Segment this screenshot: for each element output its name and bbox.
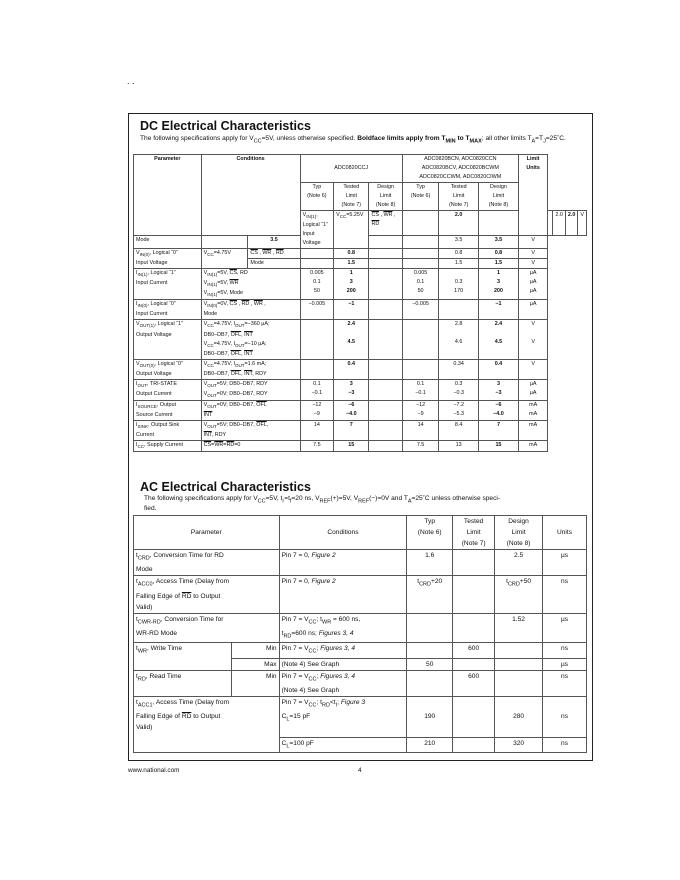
dc-cell: 7: [479, 420, 519, 440]
dc-cell: 0.005 0.1 50: [300, 269, 334, 300]
dc-row-iin0: [134, 300, 587, 320]
ac-cell: 50: [407, 658, 453, 670]
dc-title: DC Electrical Characteristics: [140, 119, 311, 133]
dc-typ-b: Typ (Note 6): [402, 183, 439, 211]
footer-page-number: 4: [358, 767, 362, 774]
ac-table: [133, 515, 587, 753]
dc-design-a: Design Limit (Note 8): [369, 183, 402, 211]
ac-cond: Pin $7 = V_{CC}$; Figures 3, 4 (Note 4) See Graph: [279, 670, 407, 696]
ac-cell: $t_{CRD}+20$: [407, 576, 453, 613]
dc-head-parameter: Parameter: [134, 155, 202, 236]
dc-cond: $V_{IN(1)}=5V$, $\overline{CS}$, RD $V_{IN(1)}=5V$, $\overline{WR}$ $V_{IN(1)}=5V$, Mode: [201, 269, 300, 300]
dc-cell: 14: [300, 420, 334, 440]
ac-cond: $C_L=100$ pF: [279, 737, 407, 752]
dc-typ-a: Typ (Note 6): [300, 183, 334, 211]
dc-row-iin1: [134, 269, 587, 300]
ac-cell: 1.6: [407, 550, 453, 576]
ac-title: AC Electrical Characteristics: [140, 480, 311, 494]
ac-head-tested: Tested Limit (Note 7): [453, 516, 495, 550]
dc-cell: 2.4 4.5: [479, 320, 519, 359]
ac-row-trd: [134, 670, 587, 696]
ac-intro: The following specifications apply for $V_{CC}=5V$, $t_r=t_f=20$ ns, $V_{REF}(+)=5V$, $V_{REF}(-)=0V$ and $T_A=25˚C$ unless otherwise speci- fied.: [144, 495, 501, 513]
dc-param: $V_{IN(0)}$, Logical “0” Input Voltage: [134, 249, 202, 269]
ac-row-tacc0: [134, 576, 587, 613]
dc-cell: 0.8: [439, 249, 479, 259]
ac-cell: 600: [453, 643, 495, 658]
dc-cond: $V_{CC}=5.25V$: [334, 211, 369, 249]
ac-cond: Pin $7 = V_{CC}$; $t_{RD}<t_I$; Figure 3 $C_L=15$ pF: [279, 696, 407, 737]
dc-cond: $V_{IN(0)}=0V$, $\overline{CS}$ , $\overline{RD}$ , $\overline{WR}$ , Mode: [201, 300, 300, 320]
dc-cell: 1.5: [334, 259, 369, 269]
ac-minmax: Min: [231, 670, 279, 696]
dc-cond: $V_{CC}=4.75V$: [201, 249, 248, 269]
spec-frame: [128, 113, 593, 761]
dc-cell: 3.5: [479, 235, 519, 248]
dc-row-vout1: [134, 320, 587, 359]
dc-cell: 7.5: [402, 441, 439, 452]
ac-param: $t_{ACC1}$, Access Time (Delay from Falling Edge of $\overline{RD}$ to Output Valid): [134, 696, 280, 752]
dc-row-isink: [134, 420, 587, 440]
ac-minmax: Max: [231, 658, 279, 670]
dc-intro: The following specifications apply for $V_{CC}=5V$, unless otherwise specified. Boldface limits apply from $T_{MIN}$ to $T_{MAX}$; all other limits $T_A=T_J=25˚C$.: [140, 135, 566, 145]
ac-unit: µs: [543, 613, 587, 643]
dc-param: $I_{SOURCE}$, Output Source Current: [134, 400, 202, 420]
dc-cell: 0.3 −0.3: [439, 379, 479, 400]
dc-cell: −12 −9: [402, 400, 439, 420]
ac-param: $t_{WR}$, Write Time: [134, 643, 232, 670]
ac-unit: ns: [543, 670, 587, 696]
dc-cell: 7.5: [300, 441, 334, 452]
footer-site: www.national.com: [128, 767, 180, 774]
dc-cell: −1: [334, 300, 369, 320]
dc-table: [133, 154, 587, 452]
dc-cell: −1: [479, 300, 519, 320]
dc-cell: 0.1 −0.1: [300, 379, 334, 400]
dc-cell: 8.4: [439, 420, 479, 440]
dc-cell: 13: [439, 441, 479, 452]
dc-cell: 3.5: [439, 235, 479, 248]
dc-cell: 0.8: [479, 249, 519, 259]
dc-cell: 7: [334, 420, 369, 440]
dc-cond-pins: $\overline{CS}$ , $\overline{WR}$ , $\overline{RD}$: [369, 211, 402, 236]
ac-head-parameter: Parameter: [134, 516, 280, 550]
ac-unit: ns: [543, 737, 587, 752]
dc-cond: $\overline{CS}=\overline{WR}=\overline{RD}=0$: [201, 441, 300, 452]
ac-unit: ns: [543, 643, 587, 658]
ac-cell: 210: [407, 737, 453, 752]
dc-cell: 14: [402, 420, 439, 440]
dc-cell: 0.4: [479, 359, 519, 379]
ac-header-row: [134, 516, 587, 550]
dc-cell: 0.8: [334, 249, 369, 259]
dc-group2: ADC0820BCN, ADC0820CCN ADC0820BCV, ADC0820BCWM ADC0820CCWM, ADC0820CIWM: [402, 155, 518, 183]
ac-cond: (Note 4) See Graph: [279, 658, 407, 670]
dc-cell: 2.0: [553, 211, 566, 236]
page-dots: . .: [127, 76, 135, 86]
dc-cell: 0.3 170: [439, 269, 479, 300]
dc-unit: mA: [518, 420, 548, 440]
ac-cell: 190: [407, 696, 453, 737]
dc-cond: $V_{CC}=4.75V$, $I_{OUT}=1.6$ mA; DB0–DB7, $\overline{OFL}$, $\overline{INT}$, RDY: [201, 359, 300, 379]
dc-row-iout: [134, 379, 587, 400]
dc-cell: 0.005 0.1 50: [402, 269, 439, 300]
dc-cell: −0.005: [300, 300, 334, 320]
dc-cell: −12 −9: [300, 400, 334, 420]
ac-head-units: Units: [543, 516, 587, 550]
ac-cell: 2.5: [495, 550, 543, 576]
ac-row-tcwr: [134, 613, 587, 643]
dc-cell: −7.2 −5.3: [439, 400, 479, 420]
dc-cell: 15: [334, 441, 369, 452]
dc-cell: 0.34: [439, 359, 479, 379]
dc-unit: mA mA: [518, 400, 548, 420]
dc-cell: −6 −4.0: [334, 400, 369, 420]
dc-unit: µA: [518, 300, 548, 320]
dc-cond-mode: Mode: [248, 259, 300, 269]
dc-cell: 1 3 200: [479, 269, 519, 300]
dc-unit: V: [578, 211, 587, 236]
dc-cond: $V_{OUT}=0V$; DB0–DB7, $\overline{OFL}$ $\overline{INT}$: [201, 400, 300, 420]
dc-tested-b: Tested Limit (Note 7): [439, 183, 479, 211]
dc-unit: µA µA µA: [518, 269, 548, 300]
dc-cell: 3 −3: [334, 379, 369, 400]
ac-cell: $t_{CRD}+50$: [495, 576, 543, 613]
dc-unit: µA µA: [518, 379, 548, 400]
ac-cond: Pin 7 = 0, Figure 2: [279, 550, 407, 576]
ac-minmax: Min: [231, 643, 279, 658]
dc-param: $I_{IN(1)}$, Logical “1” Input Current: [134, 269, 202, 300]
dc-row-icc: [134, 441, 587, 452]
dc-cond-mode: Mode: [134, 235, 202, 248]
ac-unit: ns: [543, 576, 587, 613]
dc-param: $V_{OUT(1)}$, Logical “1” Output Voltage: [134, 320, 202, 359]
dc-cell: 2.8 4.6: [439, 320, 479, 359]
ac-cond: Pin $7 = V_{CC}$; $t_{WR} = 600$ ns, $t_{RD}=600$ ns; Figures 3, 4: [279, 613, 407, 643]
dc-row-vin0: [134, 249, 587, 259]
ac-cell: 320: [495, 737, 543, 752]
dc-cell: 2.0: [565, 211, 578, 236]
dc-param: $I_{OUT}$, TRI-STATE Output Current: [134, 379, 202, 400]
ac-row-tacc1: [134, 696, 587, 737]
ac-head-conditions: Conditions: [279, 516, 407, 550]
dc-unit: V: [518, 359, 548, 379]
dc-param: $V_{IN(1)}$, Logical “1” Input Voltage: [300, 211, 334, 249]
dc-unit: mA: [518, 441, 548, 452]
dc-cell: 1.5: [479, 259, 519, 269]
dc-param: $V_{OUT(0)}$, Logical “0” Output Voltage: [134, 359, 202, 379]
dc-cell: −6 −4.0: [479, 400, 519, 420]
dc-cell: 2.0: [439, 211, 479, 236]
ac-unit: ns: [543, 696, 587, 737]
ac-param: $t_{CRD}$, Conversion Time for RD Mode: [134, 550, 280, 576]
ac-unit: µs: [543, 550, 587, 576]
dc-param: $I_{IN(0)}$, Logical “0” Input Current: [134, 300, 202, 320]
dc-unit: V: [518, 249, 548, 259]
dc-cell: 15: [479, 441, 519, 452]
dc-cell: −0.005: [402, 300, 439, 320]
ac-unit: µs: [543, 658, 587, 670]
dc-cond: $V_{OUT}=5V$; DB0–DB7, RDY $V_{OUT}=0V$; DB0–DB7, RDY: [201, 379, 300, 400]
ac-param: $t_{CWR-RD}$, Conversion Time for WR-RD Mode: [134, 613, 280, 643]
dc-cell: 3.5: [248, 235, 300, 248]
ac-cell: 280: [495, 696, 543, 737]
ac-head-design: Design Limit (Note 8): [495, 516, 543, 550]
dc-cond: $V_{OUT}=5V$; DB0–DB7, $\overline{OFL}$, $\overline{INT}$, RDY: [201, 420, 300, 440]
dc-group1: ADC0820CCJ: [300, 155, 402, 183]
ac-cell: 600: [453, 670, 495, 696]
dc-head-conditions: Conditions: [201, 155, 300, 236]
dc-unit: V: [518, 259, 548, 269]
dc-design-b: Design Limit (Note 8): [479, 183, 519, 211]
ac-cell: 1.52: [495, 613, 543, 643]
dc-head-limit-units: Limit Units: [518, 155, 548, 236]
ac-cond: Pin 7 = 0, Figure 2: [279, 576, 407, 613]
dc-cell: 3 −3: [479, 379, 519, 400]
ac-param: $t_{RD}$, Read Time: [134, 670, 232, 696]
dc-cell: 2.4 4.5: [334, 320, 369, 359]
dc-cell: 0.1 −0.1: [402, 379, 439, 400]
ac-head-typ: Typ (Note 6): [407, 516, 453, 550]
dc-tested-a: Tested Limit (Note 7): [334, 183, 369, 211]
dc-unit: V: [518, 235, 548, 248]
dc-cell: 1.5: [439, 259, 479, 269]
dc-param: $I_{SINK}$, Output Sink Current: [134, 420, 202, 440]
dc-param: $I_{CC}$, Supply Current: [134, 441, 202, 452]
dc-cond-pins: $\overline{CS}$ , $\overline{WR}$ , $\overline{RD}$: [248, 249, 300, 259]
dc-cond: $V_{CC}=4.75V$, $I_{OUT}=-360$ µA; DB0–DB7, $\overline{OFL}$, $\overline{INT}$ $V_{CC}=4.75V$, $I_{OUT}=-10$ µA; DB0–DB7, $\overline{OFL}$, $\overline{INT}$: [201, 320, 300, 359]
ac-row-twr-min: [134, 643, 587, 658]
dc-cell: 1 3 200: [334, 269, 369, 300]
dc-unit: V V: [518, 320, 548, 359]
dc-row-vout0: [134, 359, 587, 379]
dc-cell: 0.4: [334, 359, 369, 379]
ac-row-tcrd: [134, 550, 587, 576]
ac-param: $t_{ACC0}$, Access Time (Delay from Falling Edge of $\overline{RD}$ to Output Valid): [134, 576, 280, 613]
dc-header-row-1: [134, 155, 587, 183]
dc-row-isource: [134, 400, 587, 420]
ac-cond: Pin $7 = V_{CC}$; Figures 3, 4: [279, 643, 407, 658]
